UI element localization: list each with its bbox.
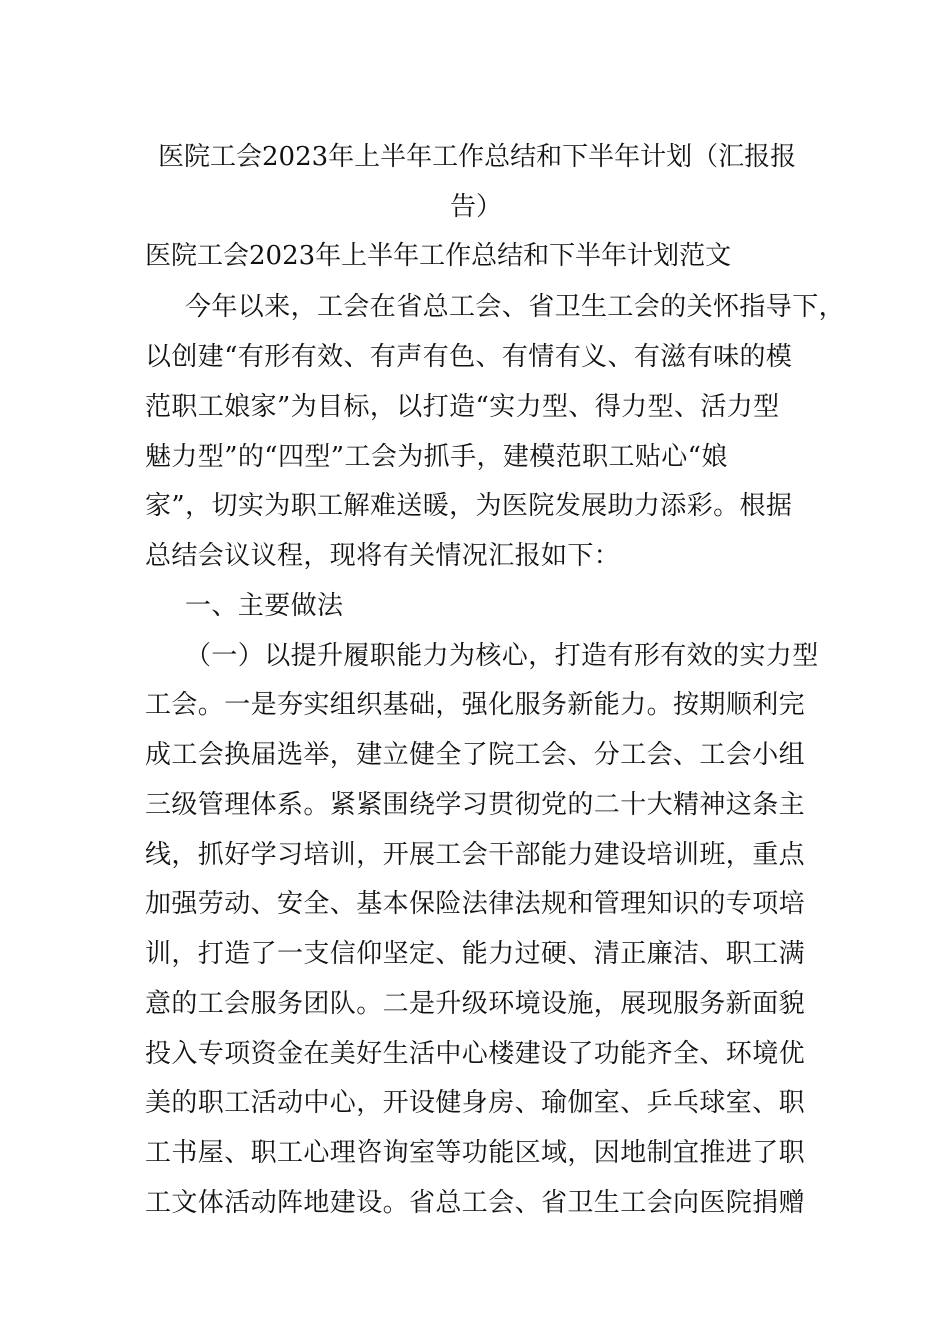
body-line: 训，打造了一支信仰坚定、能力过硬、清正廉洁、职工满	[145, 939, 806, 969]
body-line: 加强劳动、安全、基本保险法律法规和管理知识的专项培	[145, 889, 806, 919]
body-line: 成工会换届选举，建立健全了院工会、分工会、工会小组	[145, 740, 806, 770]
body-line: 魅力型”的“四型”工会为抓手，建模范职工贴心“娘	[145, 442, 728, 472]
body-line: 工文体活动阵地建设。省总工会、省卫生工会向医院捐赠	[145, 1188, 806, 1218]
body-line: 线，抓好学习培训，开展工会干部能力建设培训班，重点	[145, 840, 806, 870]
body-line: 范职工娘家”为目标，以打造“实力型、得力型、活力型	[145, 392, 780, 422]
body-line: 美的职工活动中心，开设健身房、瑜伽室、乒乓球室、职	[145, 1088, 806, 1118]
body-line: 三级管理体系。紧紧围绕学习贯彻党的二十大精神这条主	[145, 790, 806, 820]
document-title-line-2: 告）	[450, 192, 503, 222]
body-line: 意的工会服务团队。二是升级环境设施，展现服务新面貌	[145, 989, 806, 1019]
body-line: 家”，切实为职工解难送暖，为医院发展助力添彩。根据	[145, 491, 793, 521]
document-title-line-1: 医院工会2023年上半年工作总结和下半年计划（汇报报	[158, 142, 797, 172]
body-line: 以创建“有形有效、有声有色、有情有义、有滋有味的模	[145, 342, 793, 372]
body-line: 投入专项资金在美好生活中心楼建设了功能齐全、环境优	[145, 1039, 806, 1069]
section-heading: 一、主要做法	[185, 591, 344, 621]
body-line: 工会。一是夯实组织基础，强化服务新能力。按期顺利完	[145, 690, 806, 720]
body-line: 工书屋、职工心理咨询室等功能区域，因地制宜推进了职	[145, 1138, 806, 1168]
body-line: （一）以提升履职能力为核心，打造有形有效的实力型	[185, 641, 819, 671]
body-line: 今年以来，工会在省总工会、省卫生工会的关怀指导下，	[185, 292, 846, 322]
body-line: 总结会议议程，现将有关情况汇报如下：	[145, 541, 621, 571]
document-subtitle: 医院工会2023年上半年工作总结和下半年计划范文	[145, 241, 732, 271]
